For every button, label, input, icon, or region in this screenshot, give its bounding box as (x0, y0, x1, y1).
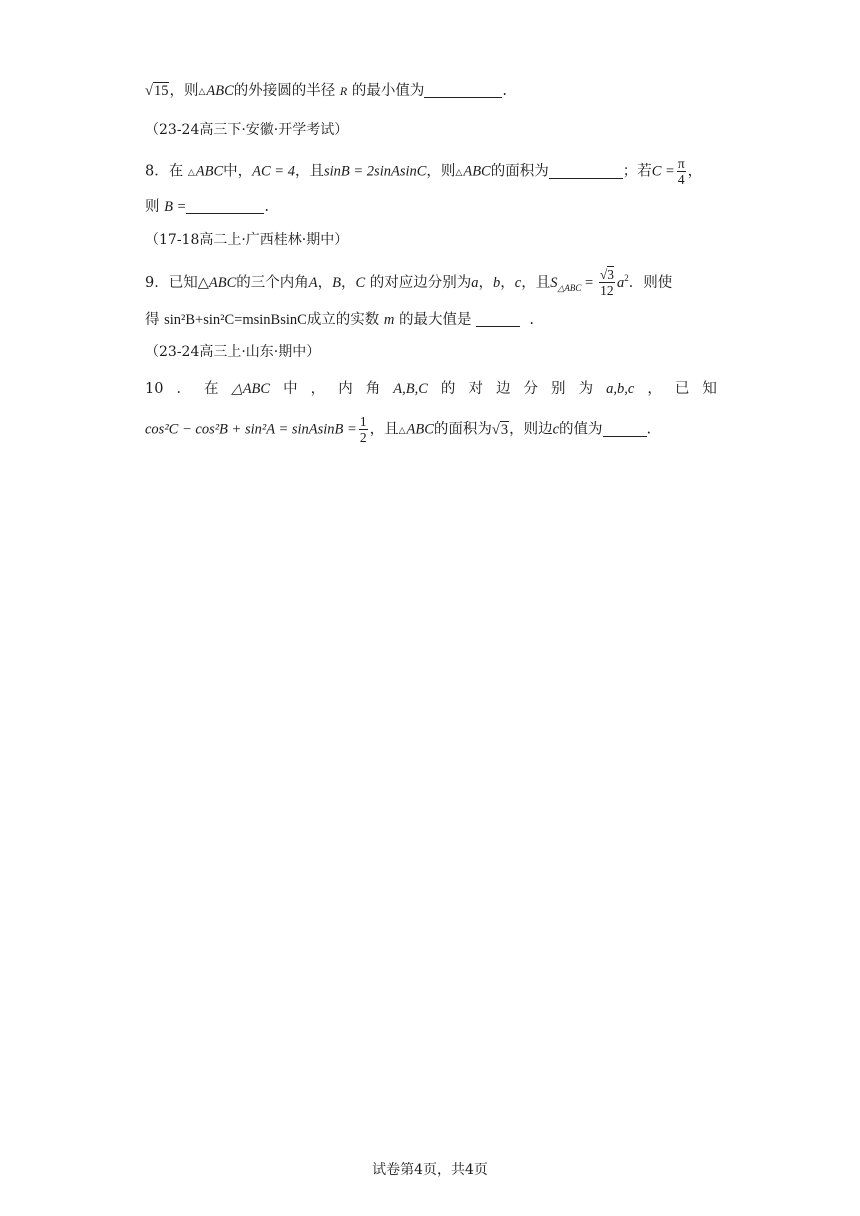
q10-line1 (145, 378, 717, 400)
q10-word: 角 (365, 381, 381, 397)
sqrt-15: √15 (145, 83, 169, 99)
q10-word: 分 (523, 381, 539, 397)
q10-word: 内 (338, 381, 353, 397)
sqrt3-over-12: $\frac{√3}{12}$ (599, 267, 614, 299)
pi-over-4: $\frac{\pi}{4}$ (677, 156, 685, 187)
q10-word: 对 (468, 381, 483, 397)
answer-blank (476, 312, 520, 327)
q10-word: a,b,c (606, 381, 635, 397)
q10-word: ， (647, 381, 662, 397)
q10-word: 在 (204, 381, 219, 397)
q9-line1: 9．已知△ABC的三个内角A，B，C 的对应边分别为a，b，c，且$S_{\triangle ABC}$ = $\frac{√3}{12}$ $a^2$．则使 (145, 267, 673, 299)
sqrt-3: √3 (491, 421, 509, 438)
q10-word: 中 (283, 381, 298, 397)
q8-line1: 8．在 △ABC中，AC = 4，且sinB = 2sinAsinC，则△ABC的面积为 ；若C = $\frac{\pi}{4}$ ， (145, 156, 703, 187)
q10-word: 的 (440, 381, 456, 397)
q9-line2: 得 sin²B+sin²C=msinBsinC成立的实数 m 的最大值是 . (145, 312, 534, 328)
q8-line2: 则 B = . (145, 199, 269, 215)
q10-word: △ABC (231, 381, 271, 397)
answer-blank (186, 199, 264, 214)
q10-word: 已 (674, 381, 690, 397)
q10-word: 边 (495, 381, 511, 397)
q10-word: 为 (578, 381, 594, 397)
q10-source: （23-24高三上·山东·期中） (145, 344, 321, 360)
q10-word: ， (310, 381, 326, 397)
q10-word: 知 (702, 381, 717, 397)
q10-word: A,B,C (393, 381, 428, 397)
answer-blank (424, 83, 502, 98)
q9-source: （17-18高二上·广西桂林·期中） (145, 232, 349, 248)
q10-word: 别 (551, 381, 566, 397)
q8-source: （23-24高三下·安徽·开学考试） (145, 122, 349, 138)
answer-blank (549, 164, 623, 179)
page-footer: 试卷第4页，共4页 (372, 1162, 488, 1178)
answer-blank (603, 422, 647, 437)
q10-word: ． (176, 381, 191, 397)
q10-line2: cos²C − cos²B + sin²A = sinAsinB = $\frac{1}{2}$ ，且△ABC的面积为√3，则边c的值为 . (145, 414, 652, 445)
one-half: $\frac{1}{2}$ (359, 414, 367, 445)
q7-continuation: √15，则△ABC的外接圆的半径 R 的最小值为 . (145, 80, 717, 102)
q10-word: 10 (145, 381, 164, 397)
